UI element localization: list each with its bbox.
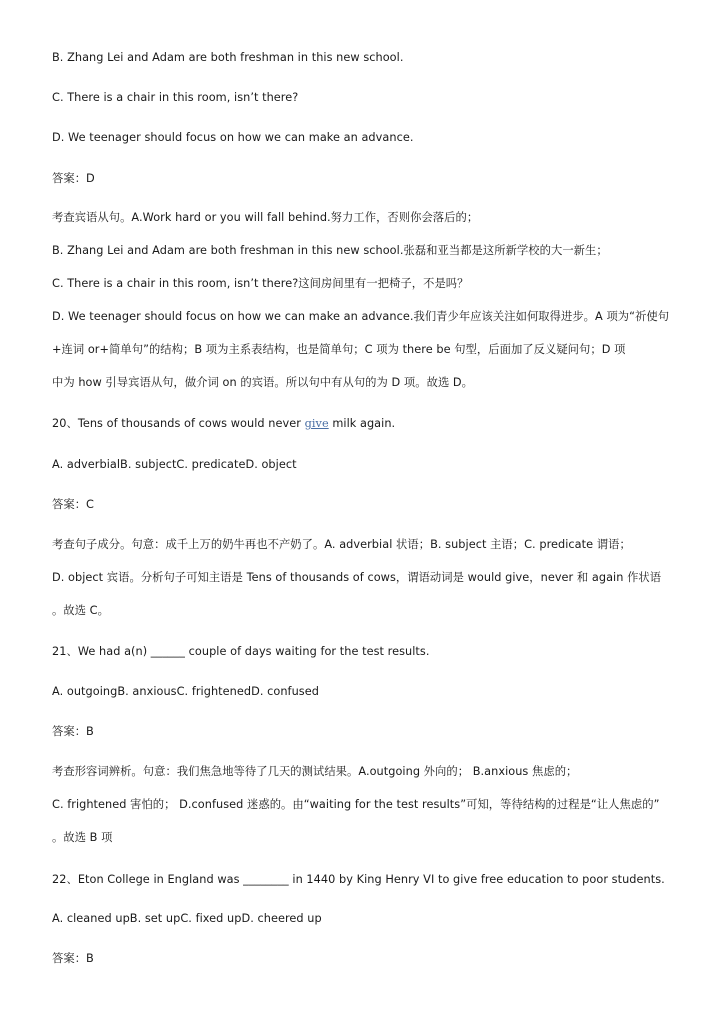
q22-answer: 答案：B (52, 952, 94, 965)
q20-explanation-line: 考查句子成分。句意：成千上万的奶牛再也不产奶了。A. adverbial 状语；B. subject 主语；C. predicate 谓语； (52, 538, 631, 551)
q19-explanation-line: C. There is a chair in this room, isn’t there?这间房间里有一把椅子，不是吗？ (52, 277, 469, 290)
q20-explanation-line: D. object 宾语。分析句子可知主语是 Tens of thousands of cows，谓语动词是 would give，never 和 again 作状语 (52, 571, 662, 584)
q21-stem: 21、We had a(n) ______ couple of days waiting for the test results. (52, 645, 430, 658)
q22-options: A. cleaned upB. set upC. fixed upD. cheered up (52, 912, 322, 925)
q20-answer: 答案：C (52, 498, 94, 511)
q19-option-b: B. Zhang Lei and Adam are both freshman in this new school. (52, 51, 404, 64)
q19-option-d: D. We teenager should focus on how we can make an advance. (52, 131, 414, 144)
q21-explanation-line: 考查形容词辨析。句意：我们焦急地等待了几天的测试结果。A.outgoing 外向的； B.anxious 焦虑的； (52, 765, 578, 778)
q21-explanation-line: C. frightened 害怕的； D.confused 迷惑的。由“waiting for the test results”可知，等待结构的过程是“让人焦虑的” (52, 798, 660, 811)
q21-explanation-line: 。故选 B 项 (52, 831, 113, 844)
q20-underlined-word: give (304, 417, 329, 430)
q19-explanation-line: 中为 how 引导宾语从句，做介词 on 的宾语。所以句中有从句的为 D 项。故选 D。 (52, 376, 474, 389)
q20-stem: 20、Tens of thousands of cows would never give milk again. (52, 417, 396, 430)
q19-explanation-line: D. We teenager should focus on how we can make an advance.我们青少年应该关注如何取得进步。A 项为“祈使句 (52, 310, 670, 323)
q20-options: A. adverbialB. subjectC. predicateD. object (52, 458, 297, 471)
q22-stem: 22、Eton College in England was ________ in 1440 by King Henry VI to give free education to poor students. (52, 873, 665, 886)
q19-explanation-line: +连词 or+简单句”的结构；B 项为主系表结构，也是简单句；C 项为 there be 句型，后面加了反义疑问句；D 项 (52, 343, 626, 356)
q20-explanation-line: 。故选 C。 (52, 604, 109, 617)
q21-options: A. outgoingB. anxiousC. frightenedD. confused (52, 685, 319, 698)
q19-explanation-line: B. Zhang Lei and Adam are both freshman in this new school.张磊和亚当都是这所新学校的大一新生； (52, 244, 608, 257)
q19-option-c: C. There is a chair in this room, isn’t there? (52, 91, 299, 104)
q21-answer: 答案：B (52, 725, 94, 738)
q19-answer: 答案：D (52, 172, 95, 185)
q19-explanation-line: 考查宾语从句。A.Work hard or you will fall behind.努力工作，否则你会落后的； (52, 211, 479, 224)
